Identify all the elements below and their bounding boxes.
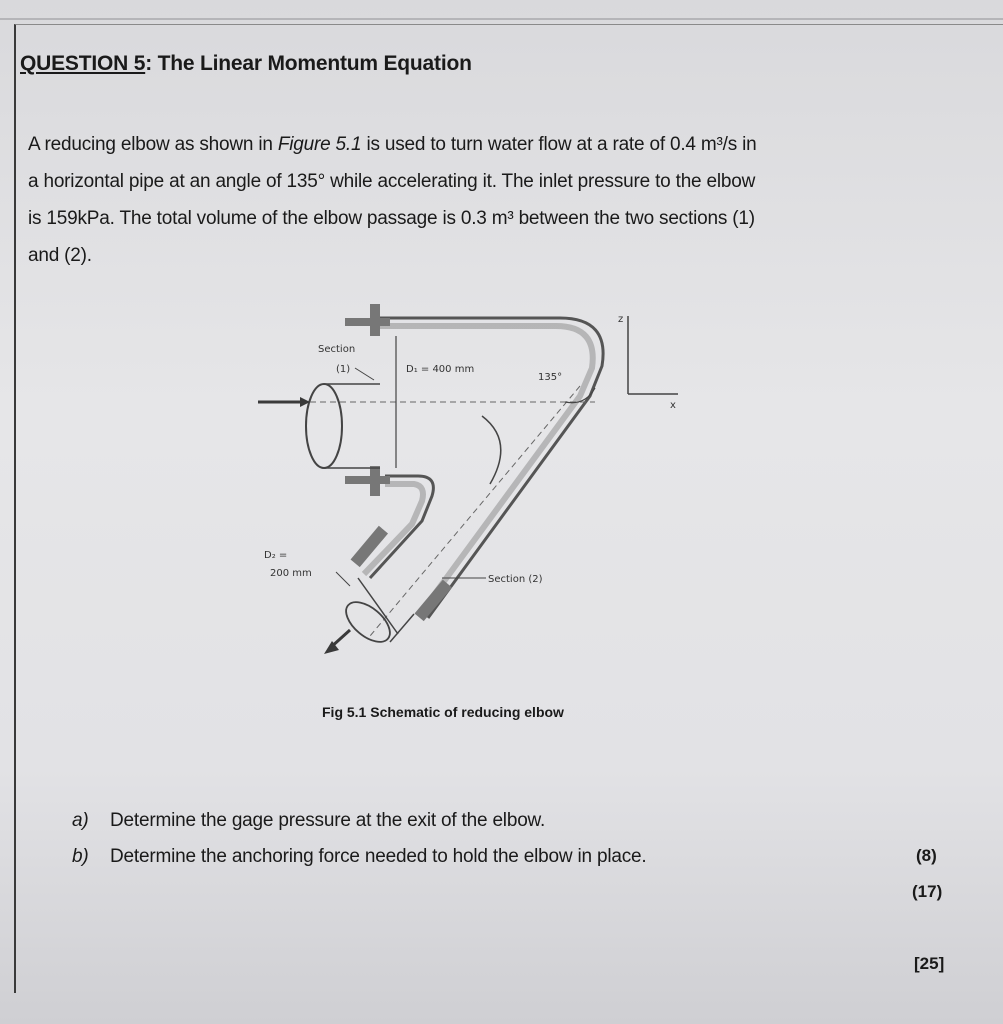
marks-part-b: (17) [912, 882, 943, 901]
part-a [72, 810, 545, 832]
problem-statement [28, 126, 928, 274]
marks-part-a: (8) [916, 846, 937, 865]
reducing-elbow-diagram [250, 296, 690, 666]
figure-reference: Figure 5.1 [277, 134, 362, 155]
question-title [20, 52, 472, 76]
part-b-label: b) [72, 846, 89, 867]
inlet-flange-bottom-plate [345, 476, 390, 484]
elbow-outer-wall-shade [370, 326, 593, 614]
inlet-pipe-section [306, 384, 342, 468]
section-1-label: Section [318, 344, 356, 355]
d1-label: D₁ = 400 mm [406, 364, 475, 375]
z-axis-label: z [618, 314, 624, 325]
outlet-flange-outer [415, 580, 452, 621]
outlet-centerline [370, 386, 580, 636]
d2-label: D₂ = [264, 550, 288, 561]
angle-label: 135° [538, 372, 563, 383]
section-2-label: Section (2) [488, 574, 543, 585]
statement-line-2: a horizontal pipe at an angle of 135° while accelerating it. The inlet pressure to the elbow [28, 171, 756, 192]
question-heading: : The Linear Momentum Equation [145, 52, 472, 75]
d2-value: 200 mm [270, 568, 312, 579]
reducing-elbow-figure [250, 296, 690, 666]
flow-direction-curve [482, 416, 501, 484]
statement-line-1: A reducing elbow as shown in Figure 5.1 is used to turn water flow at a rate of 0.4 m³/s in [28, 134, 757, 155]
d2-leader [336, 572, 350, 586]
top-rule [0, 18, 1003, 20]
question-number: QUESTION 5 [20, 52, 146, 75]
part-b [72, 846, 646, 868]
inlet-flange-top-plate [345, 318, 390, 326]
marks-total: [25] [914, 954, 945, 973]
part-a-text: Determine the gage pressure at the exit of the elbow. [110, 810, 546, 831]
section-1-number: (1) [336, 364, 351, 375]
figure-caption: Fig 5.1 Schematic of reducing elbow [322, 704, 564, 720]
part-a-label: a) [72, 810, 89, 831]
outlet-flange-inner [351, 526, 388, 567]
statement-line-3: is 159kPa. The total volume of the elbow passage is 0.3 m³ between the two sections (1) [28, 208, 755, 229]
section-1-leader [355, 368, 374, 380]
outlet-pipe-edge-1 [358, 578, 398, 634]
x-axis-label: x [670, 400, 676, 411]
elbow-outer-wall [370, 318, 603, 618]
outlet-pipe-section [339, 595, 397, 650]
part-b-text: Determine the anchoring force needed to hold the elbow in place. [110, 846, 647, 867]
statement-line-4: and (2). [28, 245, 92, 266]
